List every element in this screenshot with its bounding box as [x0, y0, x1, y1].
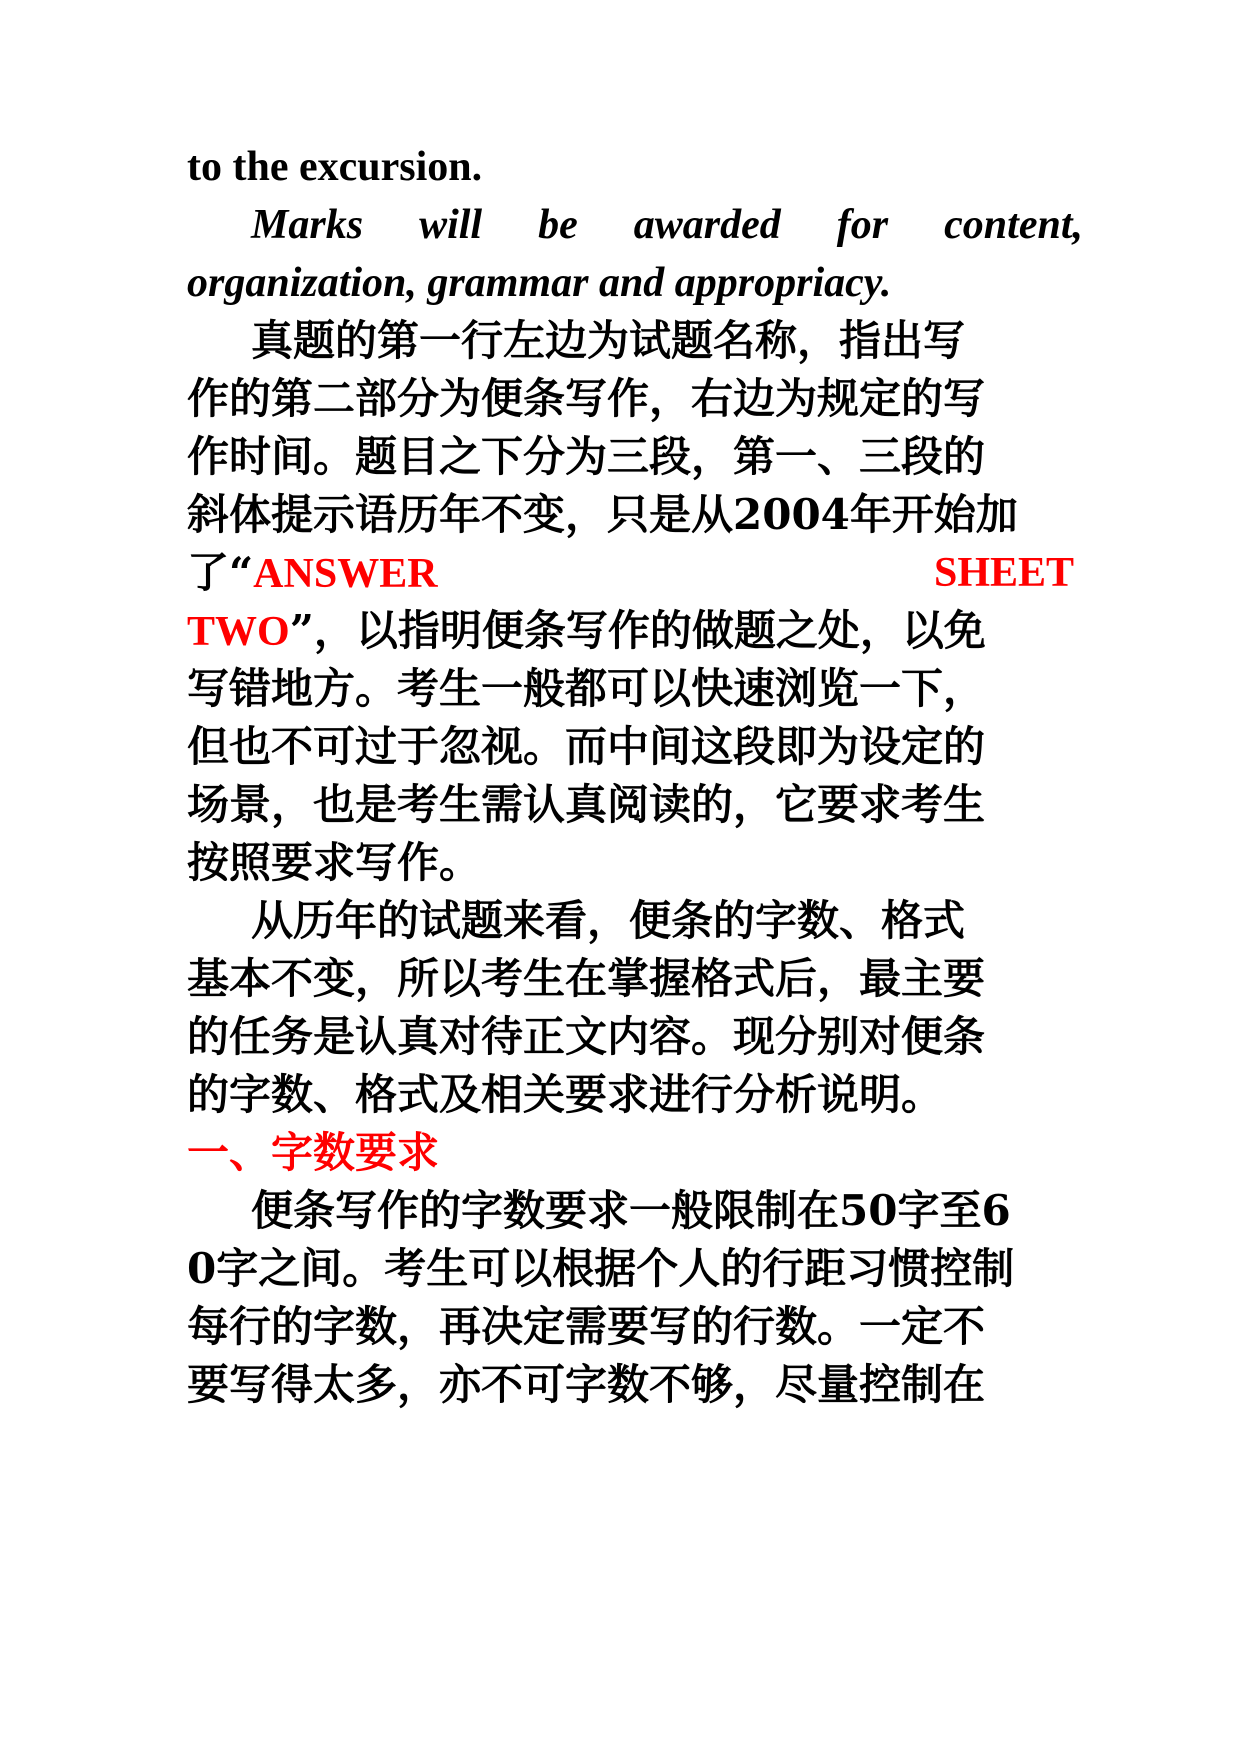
sheet-word: SHEET [934, 550, 1075, 596]
answer-word: ANSWER [253, 551, 438, 597]
p1-line-6-rest: ”，以指明便条写作的做题之处，以免 [289, 606, 986, 655]
p3-line-3: 每行的字数，再决定需要写的行数。一定不 [187, 1302, 986, 1351]
p3-line-1: 便条写作的字数要求一般限制在50字至6 [251, 1186, 1011, 1235]
marks-word: awarded [633, 202, 781, 248]
open-quote: 了“ [187, 548, 254, 597]
p1-line-7: 写错地方。考生一般都可以快速浏览一下， [187, 664, 986, 713]
p1-line-2: 作的第二部分为便条写作，右边为规定的写 [187, 374, 986, 423]
p2-line-3: 的任务是认真对待正文内容。现分别对便条 [187, 1012, 986, 1061]
line-excursion: to the excursion. [187, 144, 483, 190]
p1-line-1: 真题的第一行左边为试题名称，指出写 [251, 316, 966, 365]
p1-line-4: 斜体提示语历年不变，只是从2004年开始加 [187, 490, 1018, 539]
p1-line-6 [187, 600, 1082, 663]
two-word: TWO [187, 609, 290, 655]
p1-line-8: 但也不可过于忽视。而中间这段即为设定的 [187, 722, 986, 771]
section-heading: 一、字数要求 [187, 1128, 440, 1177]
marks-line [251, 194, 1083, 256]
marks-word: Marks [251, 202, 364, 248]
p1-line-10: 按照要求写作。 [187, 838, 482, 887]
marks-word: be [538, 202, 578, 248]
p3-line-4: 要写得太多，亦不可字数不够，尽量控制在 [187, 1360, 986, 1409]
p2-line-4: 的字数、格式及相关要求进行分析说明。 [187, 1070, 944, 1119]
p2-line-1: 从历年的试题来看，便条的字数、格式 [251, 896, 966, 945]
p1-line-3: 作时间。题目之下分为三段，第一、三段的 [187, 432, 986, 481]
marks-word: for [836, 202, 889, 248]
p2-line-2: 基本不变，所以考生在掌握格式后，最主要 [187, 954, 986, 1003]
p1-line-9: 场景，也是考生需认真阅读的，它要求考生 [187, 780, 986, 829]
marks-word: content, [944, 202, 1083, 248]
p3-line-2: 0字之间。考生可以根据个人的行距习惯控制 [187, 1244, 1015, 1293]
line-organization: organization, grammar and appropriacy. [187, 260, 892, 306]
marks-word: will [419, 202, 483, 248]
